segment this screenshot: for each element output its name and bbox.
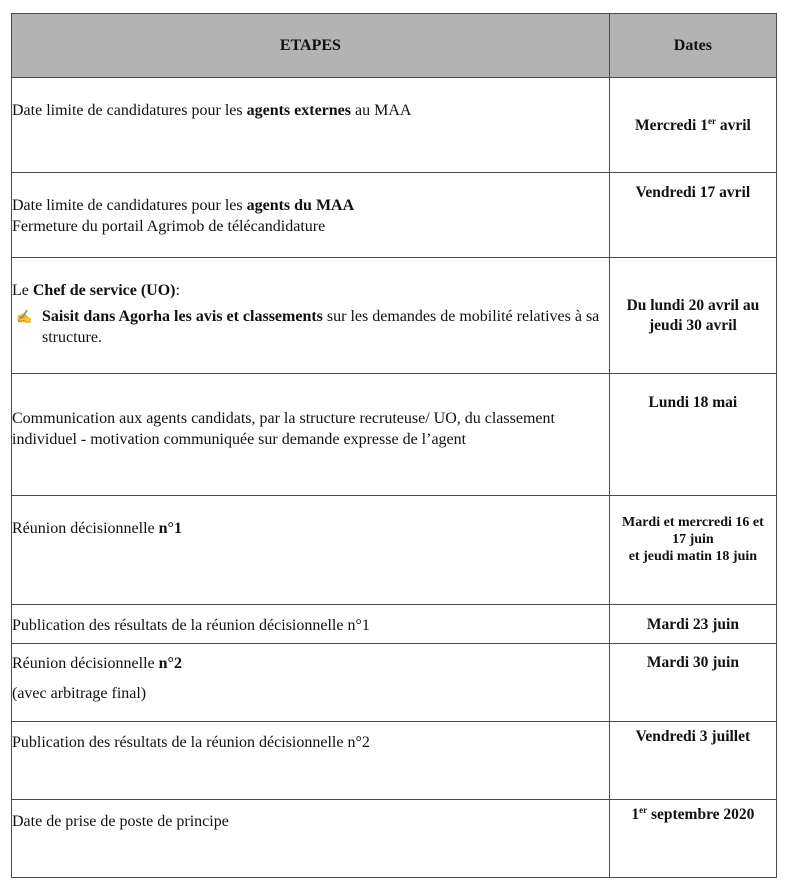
table-row	[12, 258, 777, 374]
etape-cell	[12, 173, 610, 258]
table-row	[12, 374, 777, 496]
table-row	[12, 800, 777, 878]
etape-cell	[12, 722, 610, 800]
date-text: Du lundi 20 avril au jeudi 30 avril	[626, 297, 760, 334]
date-text: Mercredi 1er avril	[634, 116, 751, 134]
header-row	[12, 14, 777, 78]
etape-text: Date limite de candidatures pour les agents du MAA Fermeture du portail Agrimob de télécandidature	[12, 197, 355, 235]
date-cell	[609, 173, 776, 258]
date-text: Mardi 23 juin	[646, 616, 739, 633]
date-cell	[609, 800, 776, 878]
date-text: Mardi et mercredi 16 et 17 juin et jeudi matin 18 juin	[622, 515, 764, 564]
etape-subtext: (avec arbitrage final)	[12, 685, 147, 702]
etape-cell	[12, 78, 610, 173]
etape-text: Communication aux agents candidats, par la structure recruteuse/ UO, du classement individuel - motivation communiquée sur demande expresse de l’agent	[12, 410, 555, 448]
bullet-item	[12, 306, 609, 348]
etape-text: Publication des résultats de la réunion décisionnelle n°1	[12, 617, 370, 634]
etape-cell	[12, 605, 610, 644]
table-row	[12, 173, 777, 258]
etape-text: Date limite de candidatures pour les agents externes au MAA	[12, 102, 412, 119]
table-row	[12, 78, 777, 173]
etape-cell	[12, 496, 610, 605]
header-etapes: ETAPES	[12, 14, 610, 78]
header-dates: Dates	[609, 14, 776, 78]
date-cell	[609, 496, 776, 605]
etape-cell	[12, 374, 610, 496]
date-text: Vendredi 17 avril	[635, 184, 751, 201]
date-cell	[609, 78, 776, 173]
etape-text: Réunion décisionnelle n°1	[12, 520, 182, 537]
etape-cell	[12, 258, 610, 374]
table-row	[12, 644, 777, 722]
schedule-table	[11, 13, 777, 878]
date-text: Mardi 30 juin	[646, 654, 739, 671]
date-text: Vendredi 3 juillet	[635, 728, 751, 745]
etape-cell	[12, 800, 610, 878]
etape-text: Publication des résultats de la réunion décisionnelle n°2	[12, 734, 370, 751]
etape-text: Date de prise de poste de principe	[12, 813, 229, 830]
date-cell	[609, 258, 776, 374]
date-cell	[609, 374, 776, 496]
date-text: Lundi 18 mai	[648, 394, 738, 411]
date-cell	[609, 722, 776, 800]
etape-cell	[12, 644, 610, 722]
date-text: 1er septembre 2020	[631, 805, 755, 823]
date-cell	[609, 605, 776, 644]
table-row	[12, 496, 777, 605]
date-cell	[609, 644, 776, 722]
etape-text: Le Chef de service (UO):	[12, 282, 180, 299]
table-row	[12, 605, 777, 644]
pencil-icon: ✍	[16, 309, 33, 324]
bullet-text: Saisit dans Agorha les avis et classements sur les demandes de mobilité relatives à sa structure.	[42, 308, 600, 346]
etape-text: Réunion décisionnelle n°2	[12, 655, 182, 672]
table-row	[12, 722, 777, 800]
